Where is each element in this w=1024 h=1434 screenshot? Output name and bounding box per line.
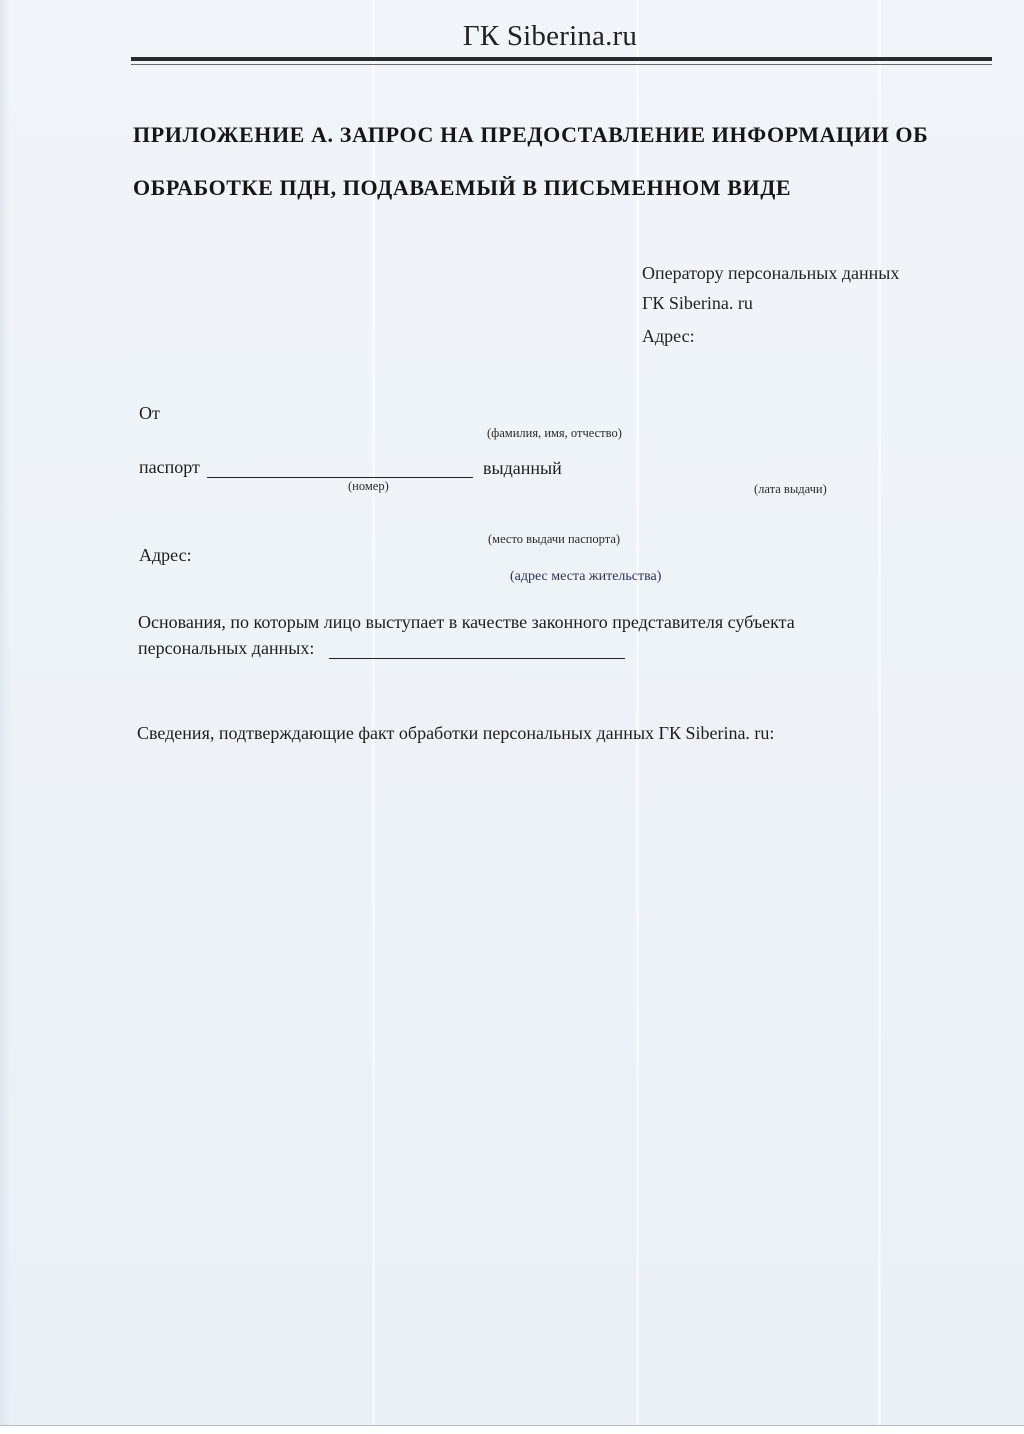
scan-artifact-stripe [636, 0, 639, 1434]
heading-line-2: ОБРАБОТКЕ ПДН, ПОДАВАЕМЫЙ В ПИСЬМЕННОМ ВИДЕ [133, 175, 792, 200]
grounds-field[interactable] [329, 658, 625, 659]
header-divider [131, 57, 992, 65]
grounds-text-line-1: Основания, по которым лицо выступает в качестве законного представителя субъекта [138, 612, 795, 632]
heading-line-1: ПРИЛОЖЕНИЕ А. ЗАПРОС НА ПРЕДОСТАВЛЕНИЕ ИНФОРМАЦИИ ОБ [133, 122, 929, 147]
recipient-line-1: Оператору персональных данных [642, 263, 900, 283]
scan-left-edge [0, 0, 10, 1434]
issued-label: выданный [483, 458, 562, 478]
recipient-block [642, 258, 899, 351]
document-heading [133, 108, 973, 214]
recipient-line-2: ГК Siberina. ru [642, 293, 753, 313]
page-header-title: ГК Siberina.ru [462, 20, 638, 52]
evidence-label: Сведения, подтверждающие факт обработки персональных данных ГК Siberina. ru: [137, 723, 775, 743]
scan-artifact-stripe [878, 0, 881, 1434]
issue-place-hint: (место выдачи паспорта) [488, 532, 621, 546]
address-label: Адрес: [139, 545, 192, 565]
scan-bottom-edge [0, 1425, 1024, 1434]
passport-label: паспорт [139, 457, 200, 477]
passport-number-field[interactable] [207, 477, 473, 478]
issue-date-hint: (лата выдачи) [754, 482, 827, 496]
residence-address-hint: (адрес места жительства) [510, 569, 662, 584]
grounds-text-line-2: персональных данных: [138, 638, 315, 658]
recipient-address-label: Адрес: [642, 326, 695, 346]
scan-artifact-stripe [372, 0, 375, 1434]
from-label: От [139, 403, 160, 423]
fio-hint: (фамилия, имя, отчество) [487, 426, 622, 440]
passport-number-hint: (номер) [348, 479, 389, 493]
